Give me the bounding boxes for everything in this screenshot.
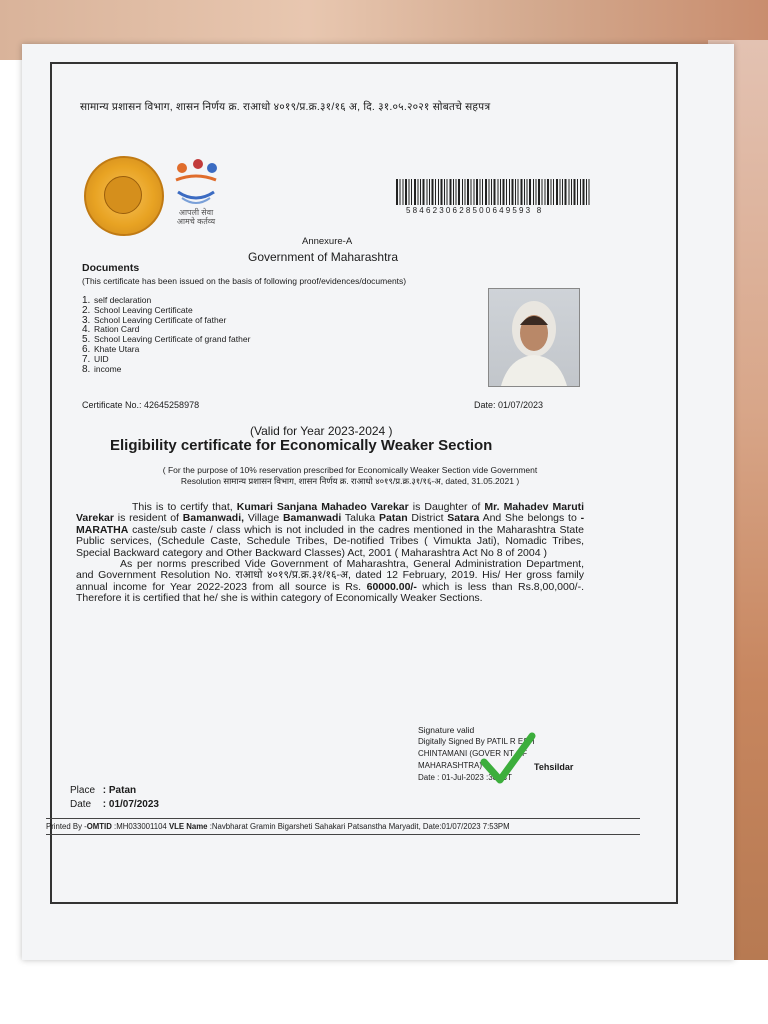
issue-date: Date: 01/07/2023 [474,400,544,410]
barcode-bar [409,179,410,205]
aaple-seva-caption [168,208,224,226]
documents-subtitle: (This certificate has been issued on the basis of following proof/evidences/documents) [82,276,407,286]
list-item: 5. School Leaving Certificate of grand father [82,334,251,346]
barcode-bar [586,179,587,205]
date-value: : 01/07/2023 [102,799,159,810]
district: Satara [447,512,480,525]
residence: Bamanwadi, [182,512,245,525]
barcode-bar [538,179,540,205]
applicant-photo [488,288,580,387]
barcode-bar [485,179,487,205]
barcode-bar [396,179,398,205]
omtid-label: OMTID [86,822,112,831]
person-photo-icon [489,289,579,386]
barcode-bar [545,179,546,205]
signature-line-3: MAHARASHTRA) [418,761,483,770]
barcode-bar [580,179,581,205]
body-text: is Daughter of [412,501,481,513]
barcode-bar [556,179,558,205]
barcode-bar [432,179,434,205]
barcode-bar [503,179,505,205]
list-item: 2. School Leaving Certificate [82,304,193,316]
list-item: 4. Ration Card [82,324,140,336]
barcode-bar [467,179,469,205]
caste: - MARATHA [76,512,585,536]
barcode-bar [562,179,563,205]
body-text: Taluka [344,512,376,525]
list-item: 6. Khate Utara [82,343,140,355]
barcode-bar [518,179,519,205]
vle-value: :Navbharat Gramin Bigarsheti Sahakari Patsanstha Maryadit, Date:01/07/2023 7:53PM [209,822,510,831]
barcode-bar [411,179,412,205]
barcode-bar [521,179,523,205]
body-text: caste/sub caste / class which is not included in the cadres mentioned in the Maharashtra State Public services, (Schedule Caste, Schedule Tribes, De-notified Tribes ( Vimukta Jati), Nomadic Tribes, Special Backward category and Other Backward Classes) Act, 2001 ( Maharashtra Act No 8 of 2004 ) [76,523,584,559]
barcode-bar [542,179,543,205]
background-bottom [0,960,768,1024]
barcode-bar [444,179,445,205]
barcode-bar [400,179,401,205]
vle-label: VLE Name [168,822,208,831]
barcode-bar [515,179,516,205]
body-text: And She belongs to [482,512,577,525]
list-item: 1. self declaration [82,295,152,306]
barcode-bar [482,179,483,205]
body-text: As per norms prescribed Vide Government of Maharashtra, General Administration Department, and Government Resolution No. राआधो ४०१९/प्र.क्र.३१/१६-अ, dated 12 February, 2019. His/ Her gross family annual income for Year 2022-2023 from all source is Rs. [76,558,584,593]
barcode-bar [509,179,510,205]
barcode-bar [512,179,514,205]
barcode-bar [405,179,407,205]
maharashtra-seal-icon [84,156,164,236]
signature-line-1: Digitally Signed By PATIL R ESH [418,737,535,746]
documents-list [82,296,250,374]
barcode-bar [471,179,472,205]
barcode-bar [565,179,567,205]
barcode-bar [560,179,561,205]
barcode-bar [527,179,528,205]
barcode-bar [456,179,457,205]
barcode-bar [418,179,419,205]
father-name: Mr. Mahadev Maruti Varekar [76,501,585,525]
signature-line-4: Date : 01-Jul-2023 :38 IST [418,773,512,782]
body-text: which is less than Rs.8,00,000/-. Therefore it is certified that he/ she is within category of Economically Weaker Sections. [76,580,585,605]
place-value: : Patan [102,785,137,796]
barcode-bar [453,179,454,205]
barcode-bar [462,179,463,205]
body-text: Village [247,512,280,525]
barcode-bar [414,179,416,205]
barcode-bar [420,179,421,205]
barcode-bar [429,179,430,205]
signature-line-2: CHINTAMANI (GOVER NT OF [418,749,528,758]
barcode-icon [396,179,592,205]
barcode-bar [458,179,460,205]
barcode-bar [474,179,475,205]
signature-valid-label: Signature valid [418,725,475,735]
list-item: 7. UID [82,353,109,365]
barcode-bar [551,179,552,205]
marathi-header: सामान्य प्रशासन विभाग, शासन निर्णय क्र. राआधो ४०१९/प्र.क्र.३१/१६ अ, दि. ३१.०५.२०२१ सोबतचे सहपत्र [80,101,491,113]
annexure-label: Annexure-A [302,236,353,247]
barcode-bar [441,179,443,205]
barcode-bar [450,179,452,205]
place-date-block [70,784,159,812]
barcode-number: 5846230628500649593 8 [406,206,544,215]
certificate-body [76,502,584,605]
taluka: Patan [379,512,408,525]
barcode-bar [589,179,590,205]
signatory-title: Tehsildar [534,762,574,772]
purpose-note [100,465,600,487]
aaple-seva-line1: आपली सेवा [178,208,214,217]
barcode-bar [553,179,554,205]
applicant-name: Kumari Sanjana Mahadeo Varekar [236,501,409,513]
barcode-bar [524,179,525,205]
printed-by-footer [46,818,640,835]
government-title: Government of Maharashtra [248,250,399,264]
barcode-bar [569,179,570,205]
income-amount: 60000.00/- [366,580,417,593]
list-item: 3. School Leaving Certificate of father [82,314,227,326]
barcode-bar [571,179,572,205]
barcode-bar [403,179,404,205]
barcode-bar [438,179,439,205]
barcode-bar [423,179,425,205]
certificate-title: Eligibility certificate for Economically Weaker Section [110,437,493,454]
green-checkmark-icon [478,730,538,790]
body-text: District [411,512,444,525]
barcode-bar [427,179,428,205]
barcode-bar [476,179,478,205]
aaple-seva-line2: आमचे कर्तव्य [176,217,216,226]
omtid-value: :MH033001104 [114,822,167,831]
list-item: 8. income [82,363,122,375]
barcode-bar [533,179,534,205]
barcode-bar [574,179,576,205]
barcode-bar [494,179,496,205]
barcode-bar [491,179,492,205]
barcode-bar [583,179,585,205]
barcode-bar [498,179,499,205]
barcode-bar [500,179,501,205]
certificate-number: Certificate No.: 42645258978 [82,400,200,410]
barcode-bar [506,179,507,205]
body-text: is resident of [117,512,179,525]
barcode-bar [465,179,466,205]
barcode-bar [489,179,490,205]
purpose-line-2: Resolution सामान्य प्रशासन विभाग, शासन निर्णय क्र. राआधो ४०१९/प्र.क्र.३१/१६-अ, dated, 31.05.2021 ) [180,476,520,486]
barcode-bar [447,179,448,205]
barcode-bar [480,179,481,205]
barcode-bar [547,179,549,205]
body-text: This is to certify that, [132,501,233,513]
purpose-line-1: ( For the purpose of 10% reservation prescribed for Economically Weaker Section vide Government [162,465,538,475]
barcode-bar [529,179,531,205]
printed-by-label: Printed By - [46,822,87,831]
date-label: Date [70,799,92,810]
barcode-bar [536,179,537,205]
barcode-bar [577,179,578,205]
documents-title: Documents [82,262,140,274]
place-label: Place [70,785,96,796]
village: Bamanwadi [282,512,342,525]
barcode-bar [435,179,436,205]
validity-text: (Valid for Year 2023-2024 ) [250,424,393,438]
